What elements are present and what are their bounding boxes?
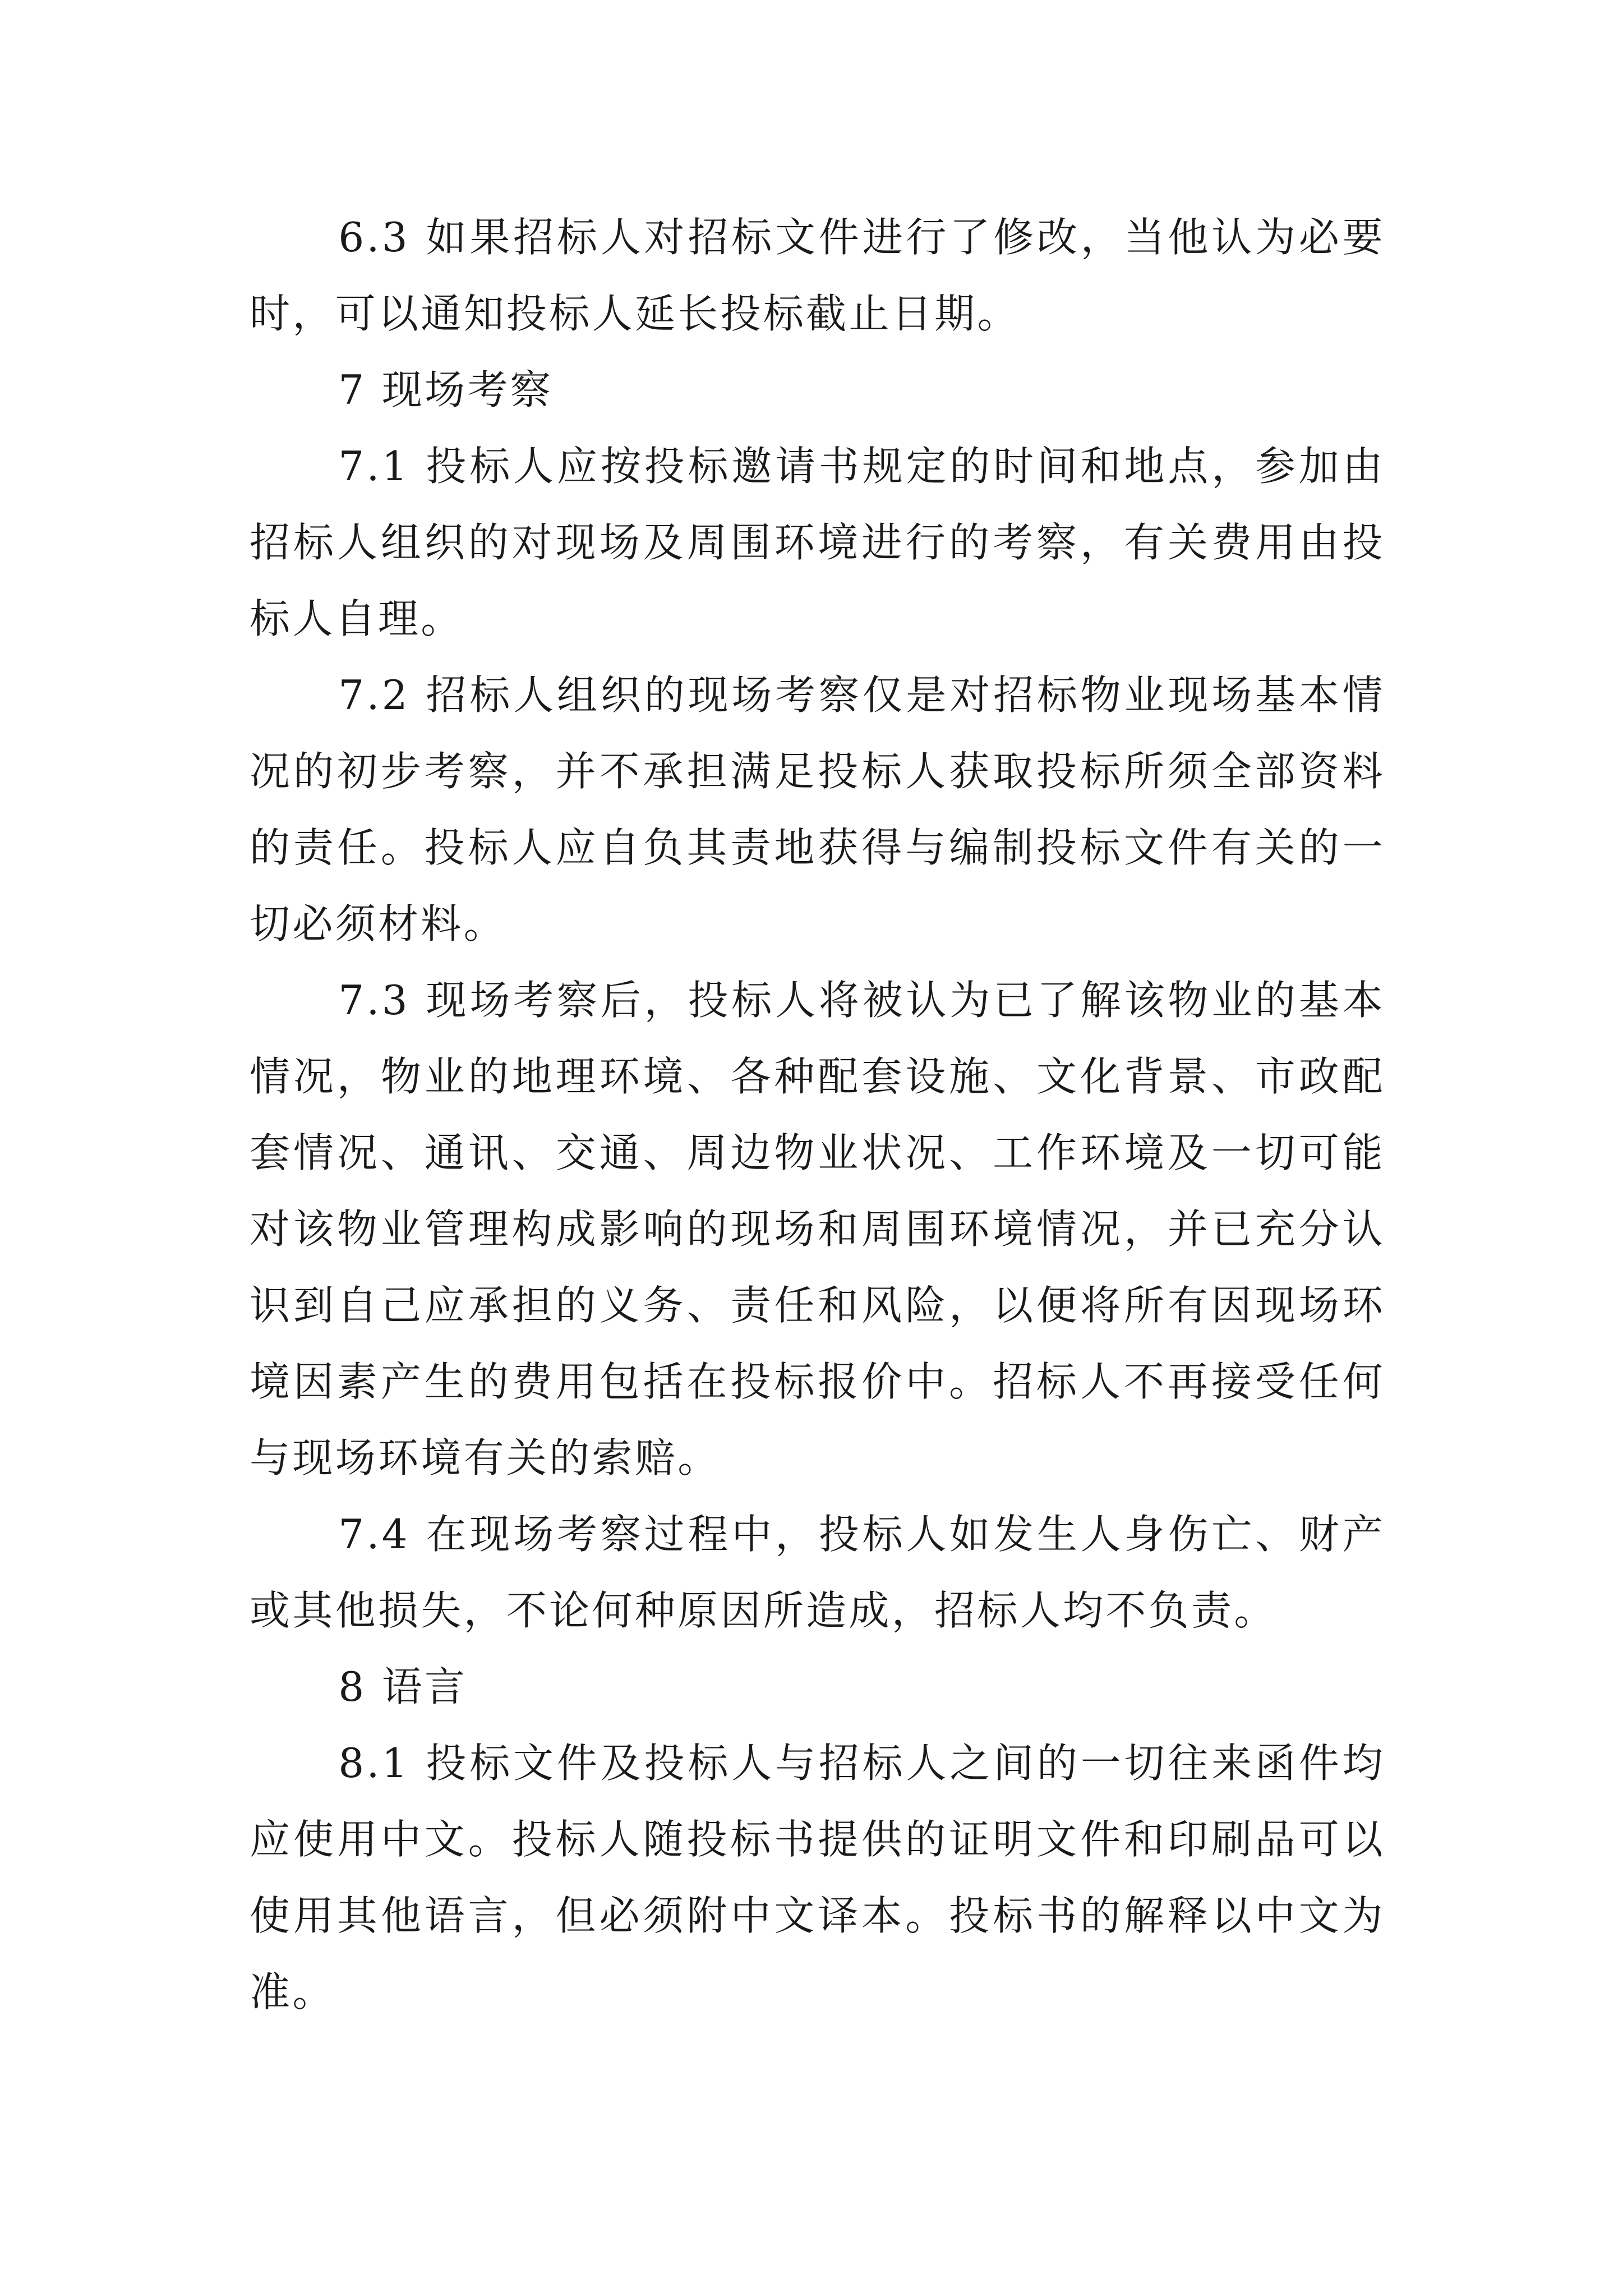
paragraph-8-1: 8.1 投标文件及投标人与招标人之间的一切往来函件均应使用中文。投标人随投标书提供的证明文件和印刷品可以使用其他语言，但必须附中文译本。投标书的解释以中文为准。 xyxy=(250,1740,1385,2016)
document-body xyxy=(250,199,1385,2030)
paragraph-7-3: 7.3 现场考察后，投标人将被认为已了解该物业的基本情况，物业的地理环境、各种配套设施、文化背景、市政配套情况、通讯、交通、周边物业状况、工作环境及一切可能对该物业管理构成影响的现场和周围环境情况，并已充分认识到自己应承担的义务、责任和风险，以便将所有因现场环境因素产生的费用包括在投标报价中。招标人不再接受任何与现场环境有关的索赔。 xyxy=(250,977,1385,1481)
paragraph-7-4: 7.4 在现场考察过程中，投标人如发生人身伤亡、财产或其他损失，不论何种原因所造成，招标人均不负责。 xyxy=(250,1511,1385,1634)
paragraph-6-3: 6.3 如果招标人对招标文件进行了修改，当他认为必要时，可以通知投标人延长投标截止日期。 xyxy=(250,214,1385,337)
paragraph-7-2: 7.2 招标人组织的现场考察仅是对招标物业现场基本情况的初步考察，并不承担满足投标人获取投标所须全部资料的责任。投标人应自负其责地获得与编制投标文件有关的一切必须材料。 xyxy=(250,671,1385,947)
paragraph-7-1: 7.1 投标人应按投标邀请书规定的时间和地点，参加由招标人组织的对现场及周围环境进行的考察，有关费用由投标人自理。 xyxy=(250,443,1385,642)
section-heading-8: 8 语言 xyxy=(338,1663,468,1710)
section-heading-7: 7 现场考察 xyxy=(338,366,554,413)
